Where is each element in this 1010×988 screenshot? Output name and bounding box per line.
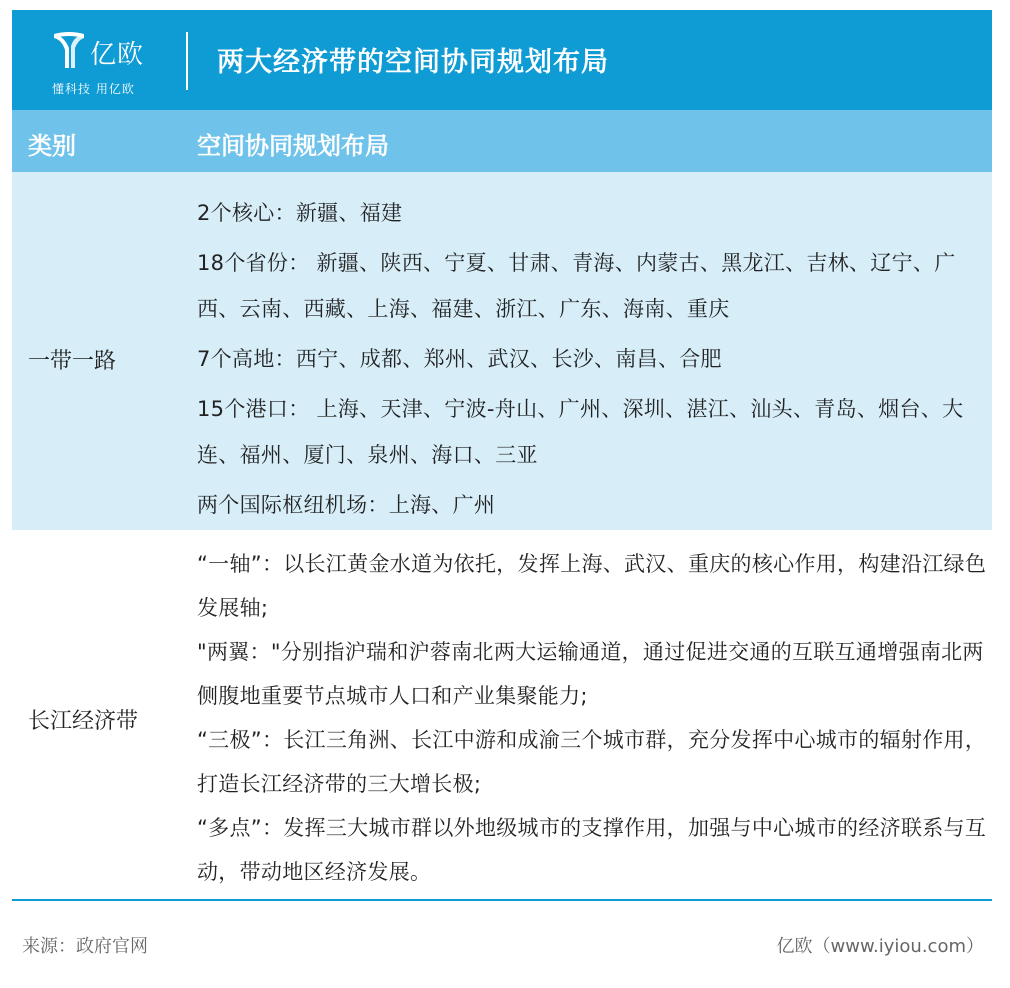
yiou-logo-icon [50,28,88,72]
page-title: 两大经济带的空间协同规划布局 [217,47,609,78]
column-header-layout: 空间协同规划布局 [197,132,389,160]
row-items [197,542,989,894]
row-item: 18个省份： 新疆、陕西、宁夏、甘肃、青海、内蒙古、黑龙江、吉林、辽宁、广西、云南、西藏、上海、福建、浙江、广东、海南、重庆 [197,251,956,321]
table-row-yangtze-economic-belt [12,530,992,898]
header-divider [186,32,188,90]
logo-name: 亿欧 [90,40,145,70]
footer-divider [12,899,992,901]
row-item: “一轴”：以长江黄金水道为依托，发挥上海、武汉、重庆的核心作用，构建沿江绿色发展轴; [197,552,987,620]
row-item: 两个国际枢纽机场：上海、广州 [197,493,496,517]
logo-slogan: 懂科技 用亿欧 [52,82,135,96]
source-note: 来源：政府官网 [22,936,148,957]
row-item: 7个高地：西宁、成都、郑州、武汉、长沙、南昌、合肥 [197,347,722,371]
row-category: 一带一路 [28,349,117,374]
row-items [197,190,989,532]
row-item: “三极”：长江三角洲、长江中游和成渝三个城市群，充分发挥中心城市的辐射作用，打造长江经济带的三大增长极; [197,728,987,796]
row-item: 15个港口： 上海、天津、宁波-舟山、广州、深圳、湛江、汕头、青岛、烟台、大连、福州、厦门、泉州、海口、三亚 [197,397,964,467]
yiou-logo [50,28,160,100]
table-header-row [12,110,992,172]
credit-note: 亿欧（www.iyiou.com） [776,936,984,957]
column-header-category: 类别 [28,132,76,160]
row-category: 长江经济带 [28,709,139,734]
row-item: "两翼："分别指沪瑞和沪蓉南北两大运输通道，通过促进交通的互联互通增强南北两侧腹地重要节点城市人口和产业集聚能力; [197,640,984,708]
table-row-belt-and-road [12,172,992,530]
row-item: 2个核心：新疆、福建 [197,201,403,225]
row-item: “多点”：发挥三大城市群以外地级城市的支撑作用，加强与中心城市的经济联系与互动，带动地区经济发展。 [197,816,987,884]
header-banner [12,10,992,110]
